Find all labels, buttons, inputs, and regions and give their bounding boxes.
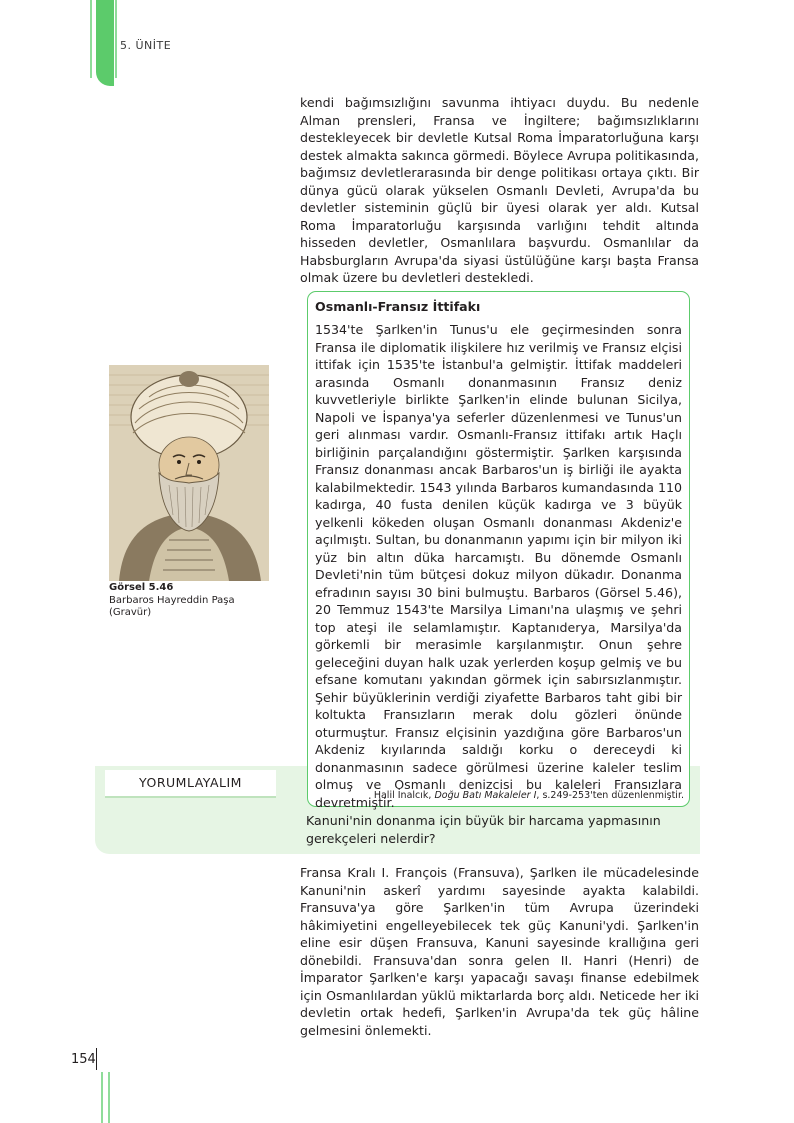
page-number: 154: [71, 1052, 96, 1067]
caption-title: Görsel 5.46: [109, 582, 174, 593]
unit-tab: [96, 0, 114, 86]
yorumlayalim-question: Kanuni'nin donanma için büyük bir harcama yapmasının gerekçeleri nelerdir?: [306, 813, 661, 846]
closing-paragraph: Fransa Kralı I. François (Fransuva), Şarlken ile mücadelesinde Kanuni'nin askerî yardımı sayesinde ayakta kalabildi. Fransuva'ya göre Şarlken'in tüm Avrupa üzerindeki hâkimiyetini engelleyebilecek tek güç Kanuni'ydi. Şarlken'in eline esir düşen Fransuva, Kanuni sayesinde krallığına geri dönebildi. Fransuva'dan sonra gelen II. Hanri (Henri) de İmparator Şarlken'e karşı yapacağı savaşı finanse edebilmek için Osmanlılardan yüklü miktarlarda borç aldı. Neticede her iki devletin ortak hedefi, Şarlken'in Avrupa'da tek güç hâline gelmesini önlemekti.: [300, 865, 699, 1038]
margin-line: [101, 1072, 103, 1123]
yorumlayalim-label: YORUMLAYALIM: [139, 775, 242, 790]
barbaros-portrait-image: [109, 365, 269, 581]
info-box-title: Osmanlı-Fransız İttifakı: [315, 299, 481, 314]
page-number-rule: [96, 1048, 97, 1070]
unit-label: 5. ÜNİTE: [120, 39, 172, 52]
info-box-body: 1534'te Şarlken'in Tunus'u ele geçirmesinden sonra Fransa ile diplomatik ilişkilere hız verilmiş ve Fransız elçisi ittifak için 1535'te İstanbul'a gelmiştir. İttifak maddeleri arasında Osmanlı donanmasının Fransız deniz kuvvetleriyle birlikte Şarlken'in elinde bulunan Sicilya, Napoli ve İspanya'ya seferler düzenlenmesi ve Tunus'un geri alınması vardır. Osmanlı-Fransız ittifakı artık Haçlı birliğinin parçalandığını göstermiştir. Şarlken karşısında Fransız donanması ancak Barbaros'un iş birliği ile ayakta kalabilmektedir. 1543 yılında Barbaros kumandasında 110 kadırga, 40 fusta denilen küçük kadırga ve 3 büyük yelkenli kökeden oluşan Osmanlı donanması Akdeniz'e açılmıştı. Sultan, bu donanmanın yapımı için bir milyon iki yüz bin altın düka harcamıştı. Bu dönemde Osmanlı Devleti'nin tüm bütçesi dokuz milyon dükadır. Donanma efradının sayısı 30 bini bulmuştu. Barbaros (Görsel 5.46), 20 Temmuz 1543'te Marsilya Limanı'na ulaşmış ve şehri top ateşi ile selamlamıştır. Kaptanıderya, Marsilya'da görkemli bir merasimle karşılanmıştır. Onun şehre geleceğini duyan halk uzak yerlerden koşup gelmiş ve bu efsane komutanı yakından görmek için sabırsızlanmıştır. Şehir büyüklerinin verdiği ziyafette Barbaros taht gibi bir koltukta Fransızların merak dolu gözleri önünde oturmuştur. Fransız elçisinin yazdığına göre Barbaros'un Akdeniz kıyılarında saldığı korku o dereceydi ki donanmasının sadece görülmesi üzerine kaleler teslim olmuş ve Osmanlı denizcisi bu kaleleri Fransızlara devretmiştir.: [315, 322, 682, 810]
intro-paragraph: kendi bağımsızlığını savunma ihtiyacı duydu. Bu nedenle Alman prensleri, Fransa ve İngiltere; bağımsızlıklarını destekleyecek bir devletle Kutsal Roma İmparatorluğuna karşı destek almakta sakınca görmedi. Böylece Avrupa politikasında, bağımsız devletlerarasında bir denge politikası ortaya çıktı. Bir dünya gücü olarak yükselen Osmanlı Devleti, Avrupa'da bu devletler sisteminin güçlü bir üyesi olarak yer aldı. Kutsal Roma İmparatorluğu karşısında varlığını tehdit altında hisseden devletler, Osmanlılara başvurdu. Osmanlılar da Habsburgların Avrupa'da siyasi üstülüğüne karşı başta Fransa olmak üzere bu devletleri destekledi.: [300, 95, 699, 285]
image-caption: [109, 582, 235, 620]
margin-line: [115, 0, 117, 78]
margin-line: [90, 0, 92, 78]
margin-line: [108, 1072, 110, 1123]
info-box-source: Halil İnalcık, Doğu Batı Makaleler I, s.249-253'ten düzenlenmiştir.: [373, 790, 684, 801]
caption-line: (Gravür): [109, 607, 152, 618]
caption-line: Barbaros Hayreddin Paşa: [109, 594, 235, 606]
